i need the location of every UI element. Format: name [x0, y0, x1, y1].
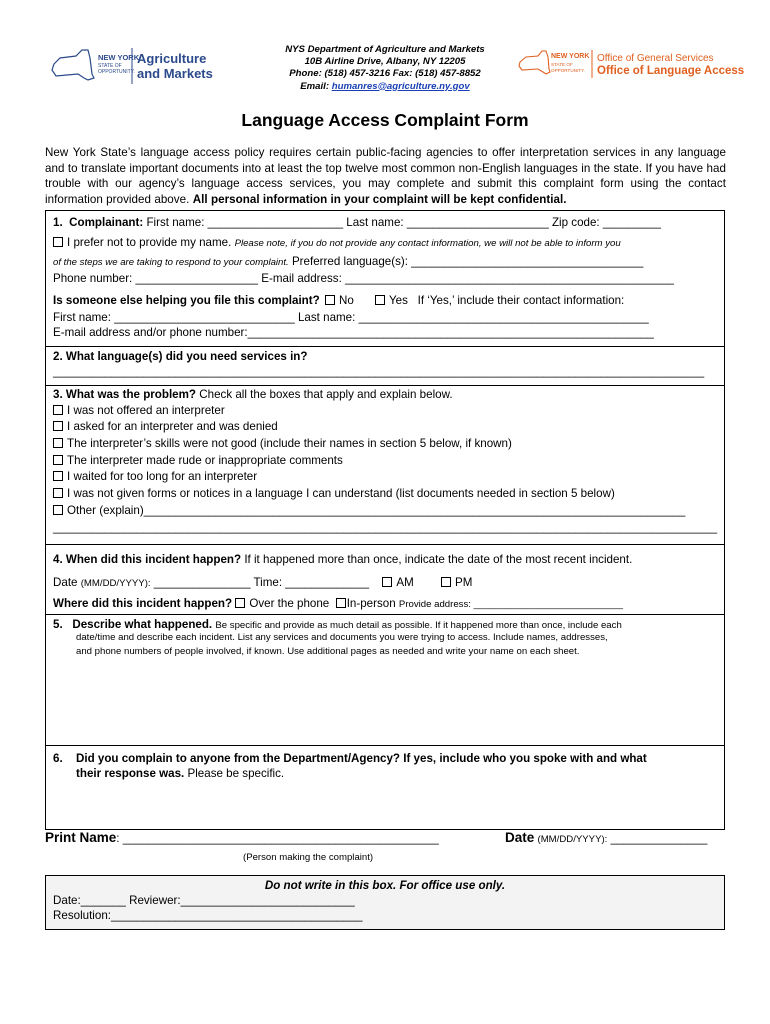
agency-contact-block — [245, 44, 525, 93]
prefer-not-label: I prefer not to provide my name. — [67, 236, 232, 249]
section1-row1 — [53, 216, 661, 230]
intro-paragraph — [45, 145, 726, 207]
logo-state-name: NEW YORK — [551, 53, 590, 60]
pm-checkbox[interactable] — [441, 577, 451, 587]
problem-option[interactable] — [53, 454, 343, 468]
prefer-not-checkbox[interactable] — [53, 237, 63, 247]
section1-number: 1. — [53, 216, 63, 229]
section5-title: Describe what happened. — [72, 618, 213, 631]
section4-header — [53, 553, 632, 567]
problem-checkbox[interactable] — [53, 438, 63, 448]
section2-label: 2. What language(s) did you need services in? — [53, 350, 308, 363]
print-name-label: Print Name — [45, 830, 117, 845]
helper-question: Is someone else helping you file this complaint? — [53, 294, 320, 307]
office-use-box — [45, 875, 725, 930]
helper-last-name-field[interactable]: Last name: _____________________________________________ — [297, 311, 649, 324]
divider-3 — [45, 544, 725, 545]
logo-ogs-line: Office of General Services — [597, 53, 714, 64]
print-name-colon: : — [116, 832, 120, 845]
phone-number-field[interactable]: Phone number: ___________________ — [53, 272, 259, 285]
problem-option[interactable] — [53, 420, 278, 434]
problem-option-label: The interpreter’s skills were not good (include their names in section 5 below, if known) — [67, 437, 512, 450]
pm-label: PM — [455, 576, 473, 589]
problem-option[interactable] — [53, 487, 615, 501]
problem-option-other[interactable] — [53, 504, 685, 518]
incident-datetime-row — [53, 576, 472, 591]
problem-option[interactable] — [53, 404, 225, 418]
logo-state-name: NEW YORK — [98, 53, 140, 62]
problem-checkbox[interactable] — [53, 505, 63, 515]
agency-email-line — [245, 81, 525, 93]
section3-label: 3. What was the problem? — [53, 388, 197, 401]
zip-code-field[interactable]: Zip code: _________ — [551, 216, 661, 229]
logo-ola-line: Office of Language Access — [597, 65, 745, 77]
section3-answer-line[interactable]: _______________________________________________________________________________________________________ — [53, 521, 718, 534]
helper-no-checkbox[interactable] — [325, 295, 335, 305]
problem-option[interactable] — [53, 470, 257, 484]
intro-confidential: All personal information in your complaint will be kept confidential. — [192, 192, 567, 206]
problem-checkbox[interactable] — [53, 471, 63, 481]
incident-time-field[interactable]: Time: _____________ — [253, 576, 370, 589]
form-title: Language Access Complaint Form — [241, 110, 529, 130]
print-name-field[interactable]: _________________________________________________ — [122, 832, 439, 845]
section6-number: 6. — [53, 752, 63, 765]
problem-option-label: The interpreter made rude or inappropriate comments — [67, 454, 343, 467]
signature-date-label: Date — [505, 830, 535, 845]
signature-date-format: (MM/DD/YYYY): — [537, 834, 608, 845]
problem-checkbox[interactable] — [53, 455, 63, 465]
logo-state-sub: STATE OF OPPORTUNITY. — [98, 63, 135, 75]
problem-option-label: I was not offered an interpreter — [67, 404, 225, 417]
helper-name-row — [53, 311, 649, 325]
office-use-header: Do not write in this box. For office use only. — [264, 879, 506, 892]
section5-header — [53, 618, 622, 633]
privacy-note-2: of the steps we are taking to respond to your complaint. — [53, 257, 289, 268]
over-phone-checkbox[interactable] — [235, 598, 245, 608]
office-resolution: Resolution:_______________________________________ — [53, 909, 363, 922]
complainant-label: Complainant: — [69, 216, 144, 229]
signature-date-row — [505, 831, 707, 847]
divider-4 — [45, 614, 725, 615]
where-label: Where did this incident happen? — [53, 597, 233, 610]
section3-instructions: Check all the boxes that apply and explain below. — [199, 388, 453, 401]
helper-first-name-field[interactable]: First name: ____________________________ — [53, 311, 295, 324]
incident-date-field[interactable]: _______________ — [153, 576, 251, 589]
date-format: (MM/DD/YYYY): — [80, 578, 151, 589]
note-language-row — [53, 255, 643, 270]
section5-number: 5. — [53, 618, 63, 631]
problem-option-label: I waited for too long for an interpreter — [67, 470, 258, 483]
section5-text-2: date/time and describe each incident. List any services and documents you were trying to access. Include names, addresses, — [76, 632, 608, 643]
divider-5 — [45, 745, 725, 746]
helper-contact-field[interactable]: E-mail address and/or phone number:_______________________________________________________________ — [53, 326, 654, 339]
nys-agriculture-logo — [48, 44, 228, 92]
section4-label: 4. When did this incident happen? — [53, 553, 242, 566]
incident-location-row — [53, 597, 623, 612]
problem-checkbox[interactable] — [53, 421, 63, 431]
agency-address: 10B Airline Drive, Albany, NY 12205 — [304, 56, 466, 68]
address-field[interactable]: Provide address: ____________________________ — [398, 599, 623, 610]
problem-option-label: Other (explain)____________________________________________________________________________________ — [67, 504, 686, 517]
section6-instruction: Please be specific. — [187, 767, 285, 780]
print-name-row — [45, 831, 439, 846]
last-name-field[interactable]: Last name: ______________________ — [346, 216, 549, 229]
am-checkbox[interactable] — [382, 577, 392, 587]
section4-instructions: If it happened more than once, indicate the date of the most recent incident. — [244, 553, 633, 566]
logo-state-sub: STATE OF OPPORTUNITY. — [551, 62, 585, 73]
helper-question-row — [53, 294, 624, 308]
section5-text-1: Be specific and provide as much detail as possible. If it happened more than once, include each — [215, 620, 622, 631]
signature-date-field[interactable]: _______________ — [610, 832, 708, 845]
agency-phone: Phone: (518) 457-3216 Fax: (518) 457-8852 — [289, 68, 481, 80]
am-label: AM — [396, 576, 414, 589]
email-address-field[interactable]: E-mail address: ___________________________________________________ — [261, 272, 674, 285]
divider-1 — [45, 346, 725, 347]
logo-agency-line2: and Markets — [137, 66, 213, 81]
logo-agency-line1: Agriculture — [137, 51, 207, 66]
problem-checkbox[interactable] — [53, 488, 63, 498]
office-date-reviewer: Date:_______ Reviewer:___________________________ — [53, 894, 355, 907]
helper-yes-checkbox[interactable] — [375, 295, 385, 305]
problem-option-label: I was not given forms or notices in a language I can understand (list documents needed in section 5 below) — [67, 487, 615, 500]
intro-text: New York State’s language access policy requires certain public-facing agencies to offer interpretation services in any language and to translate important documents into at least the top twelve most common non-English languages in the state. If you have had trouble with our agency’s language access services, you may complete and submit this complaint form using the contact information provided above. — [45, 146, 726, 206]
print-name-caption: (Person making the complaint) — [243, 852, 374, 863]
section6-question-2-row — [76, 767, 284, 781]
problem-option-label: I asked for an interpreter and was denied — [67, 420, 278, 433]
section6-answer-area[interactable] — [76, 786, 716, 826]
section5-text-3: and phone numbers of people involved, if known. Use additional pages as needed and write your name on each sheet. — [76, 646, 580, 657]
helper-if-yes: If ‘Yes,’ include their contact information: — [417, 294, 625, 307]
in-person-label: In-person — [346, 597, 396, 610]
over-phone-label: Over the phone — [249, 597, 330, 610]
helper-yes-label: Yes — [389, 294, 408, 307]
divider-2 — [45, 385, 725, 386]
helper-no-label: No — [338, 294, 354, 307]
preferred-language-field[interactable]: Preferred language(s): ____________________________________ — [291, 255, 644, 268]
problem-option[interactable] — [53, 437, 512, 451]
first-name-field[interactable]: First name: _____________________ — [146, 216, 344, 229]
date-label: Date — [53, 576, 78, 589]
in-person-checkbox[interactable] — [336, 598, 346, 608]
privacy-note-1: Please note, if you do not provide any contact information, we will not be able to inform you — [234, 238, 621, 249]
ogs-language-access-logo — [518, 46, 748, 82]
section2-answer-line[interactable]: _____________________________________________________________________________________________________ — [53, 365, 705, 378]
agency-name: NYS Department of Agriculture and Markets — [285, 44, 485, 55]
contact-row — [53, 272, 674, 286]
section6-question-2: their response was. — [76, 767, 185, 780]
section3-header — [53, 388, 453, 402]
section5-answer-area[interactable] — [76, 662, 716, 742]
problem-checkbox[interactable] — [53, 405, 63, 415]
prefer-not-row — [53, 236, 621, 251]
email-link[interactable]: humanres@agriculture.ny.gov — [331, 80, 470, 92]
email-label: Email: — [300, 80, 332, 92]
section6-question-1: Did you complain to anyone from the Department/Agency? If yes, include who you spoke with and what — [76, 752, 647, 765]
